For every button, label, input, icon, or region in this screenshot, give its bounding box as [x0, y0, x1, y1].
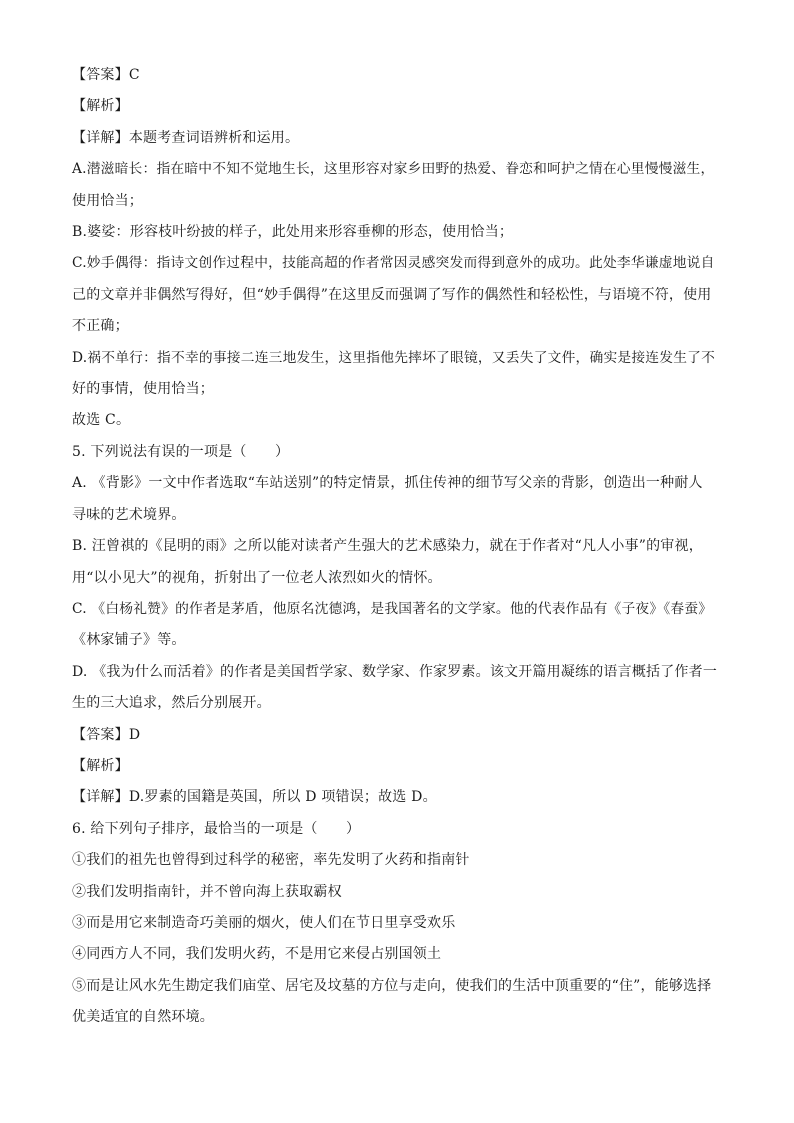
- q4-conclusion: 故选 C。: [72, 412, 131, 429]
- q6-sentence-5-line-2: 优美适宜的自然环境。: [72, 1009, 214, 1026]
- q6-sentence-1: ①我们的祖先也曾得到过科学的秘密，率先发明了火药和指南针: [72, 852, 470, 869]
- q4-option-d-line-2: 好的事情，使用恰当；: [72, 381, 214, 398]
- q6-sentence-2: ②我们发明指南针，并不曾向海上获取霸权: [72, 883, 342, 900]
- q4-option-b: B.婆娑：形容枝叶纷披的样子，此处用来形容垂柳的形态，使用恰当；: [72, 224, 514, 241]
- answer-label: 【答案】: [72, 726, 129, 743]
- detail-text: 本题考查词语辨析和运用。: [128, 129, 300, 146]
- q4-option-a-line-2: 使用恰当；: [72, 192, 143, 209]
- detail-label: 【详解】: [72, 129, 129, 146]
- q4-option-a-line-1: A.潜滋暗长：指在暗中不知不觉地生长，这里形容对家乡田野的热爱、眷恋和呵护之情在心里慢慢滋生，: [72, 161, 715, 178]
- q6-sentence-4: ④同西方人不同，我们发明火药，不是用它来侵占别国领土: [72, 946, 442, 963]
- answer-value: C: [128, 67, 140, 83]
- q5-detail: [72, 782, 722, 813]
- q5-option-c-line-2: 《林家铺子》等。: [72, 632, 186, 649]
- q4-answer: [72, 60, 722, 91]
- q5-option-a-line-1: A. 《背影》一文中作者选取“车站送别”的特定情景，抓住传神的细节写父亲的背影，创造出一种耐人: [72, 475, 703, 492]
- q6-stem: 6. 给下列句子排序，最恰当的一项是（ ）: [72, 820, 361, 837]
- q5-option-d-line-2: 生的三大追求，然后分别展开。: [72, 695, 271, 712]
- q4-detail: [72, 123, 722, 154]
- q4-option-d-line-1: D.祸不单行：指不幸的事接二连三地发生，这里指他先摔坏了眼镜，又丢失了文件，确实是接连发生了不: [72, 349, 716, 366]
- q5-option-b-line-2: 用“以小见大”的视角，折射出了一位老人浓烈如火的情怀。: [72, 569, 442, 586]
- q5-answer: [72, 720, 722, 751]
- detail-text: D.罗素的国籍是英国，所以 D 项错误；故选 D。: [128, 789, 437, 806]
- q4-analysis-label: 【解析】: [72, 98, 129, 115]
- q6-sentence-3: ③而是用它来制造奇巧美丽的烟火，使人们在节日里享受欢乐: [72, 914, 456, 931]
- q4-option-c-line-2: 己的文章并非偶然写得好，但“妙手偶得”在这里反而强调了写作的偶然性和轻松性，与语境不符，使用: [72, 286, 712, 303]
- q5-option-c-line-1: C. 《白杨礼赞》的作者是茅盾，他原名沈德鸿，是我国著名的文学家。他的代表作品有《子夜》《春蚕》: [72, 600, 713, 617]
- q5-option-a-line-2: 寻味的艺术境界。: [72, 506, 186, 523]
- q5-option-b-line-1: B. 汪曾祺的《昆明的雨》之所以能对读者产生强大的艺术感染力，就在于作者对“凡人小事”的审视，: [72, 538, 703, 555]
- q4-option-c-line-1: C.妙手偶得：指诗文创作过程中，技能高超的作者常因灵感突发而得到意外的成功。此处李华谦虚地说自: [72, 255, 715, 272]
- q5-stem: 5. 下列说法有误的一项是（ ）: [72, 443, 290, 460]
- q6-sentence-5-line-1: ⑤而是让风水先生勘定我们庙堂、居宅及坟墓的方位与走向，使我们的生活中顶重要的“住”，能够选择: [72, 977, 712, 994]
- document-page: [72, 60, 722, 1034]
- answer-value: D: [128, 726, 141, 743]
- detail-label: 【详解】: [72, 789, 129, 806]
- q4-option-c-line-3: 不正确；: [72, 318, 129, 335]
- q5-analysis-label: 【解析】: [72, 757, 129, 774]
- answer-label: 【答案】: [72, 67, 129, 83]
- q5-option-d-line-1: D. 《我为什么而活着》的作者是美国哲学家、数学家、作家罗素。该文开篇用凝练的语言概括了作者一: [72, 663, 718, 680]
